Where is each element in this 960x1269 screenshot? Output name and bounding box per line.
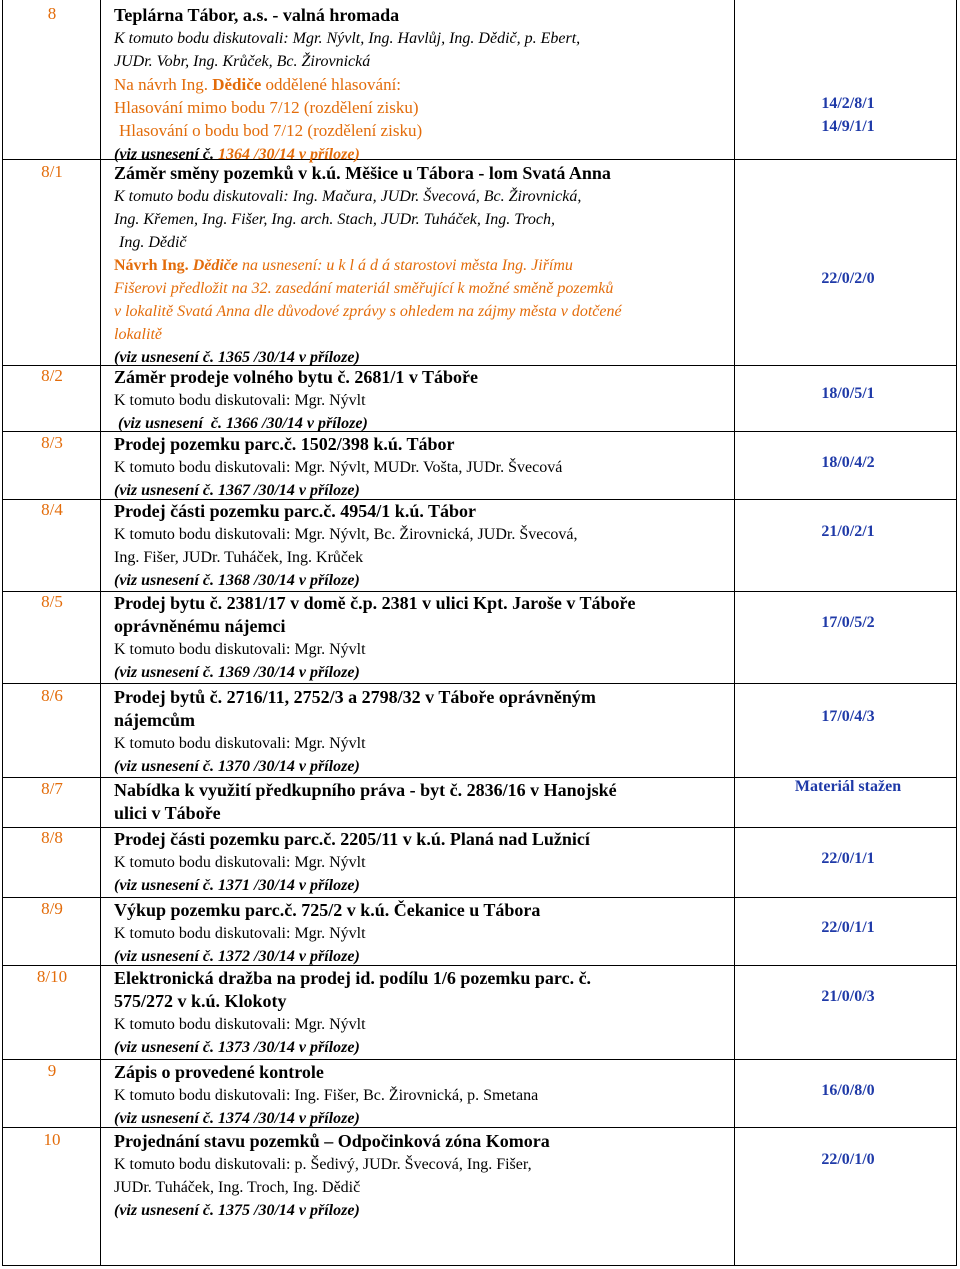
vote-result [738, 92, 958, 138]
item-body [114, 899, 734, 968]
motion-text: lokalitě [114, 326, 162, 343]
discussion-text: K tomuto bodu diskutovali: Mgr. Nývlt [114, 735, 366, 752]
item-body [114, 500, 734, 592]
motion-rest: oddělené hlasování: [261, 75, 402, 94]
item-title: Prodej pozemku parc.č. 1502/398 k.ú. Tábor [114, 434, 455, 454]
motion-text: v lokalitě Svatá Anna dle důvodové zprávy s ohledem na zájmy města v dotčené [114, 303, 622, 320]
item-body [114, 1061, 734, 1130]
item-title: Elektronická dražba na prodej id. podílu 1/6 pozemku parc. č. [114, 968, 592, 988]
item-number: 10 [43, 1130, 61, 1149]
discussion-text: JUDr. Vobr, Ing. Krůček, Bc. Žirovnická [114, 53, 371, 70]
item-body [114, 779, 734, 825]
item-body [114, 686, 734, 778]
table-row [2, 592, 957, 684]
item-body [114, 967, 734, 1059]
table-row [2, 828, 957, 898]
vote-result: Materiál stažen [794, 778, 902, 795]
item-title: Teplárna Tábor, a.s. - valná hromada [114, 5, 400, 25]
item-body [114, 366, 734, 435]
item-number: 8/1 [41, 162, 63, 181]
vote-result: 16/0/8/0 [821, 1082, 875, 1099]
item-title: Prodej bytů č. 2716/11, 2752/3 a 2798/32 v Táboře oprávněným [114, 687, 596, 707]
discussion-text: K tomuto bodu diskutovali: Ing. Fišer, Bc. Žirovnická, p. Smetana [114, 1087, 539, 1104]
item-body [114, 828, 734, 897]
resolution-ref: (viz usnesení č. 1370 /30/14 v příloze) [114, 758, 360, 775]
table-row [2, 366, 957, 432]
resolution-ref: (viz usnesení č. 1366 /30/14 v příloze) [114, 415, 368, 432]
table-row [2, 1060, 957, 1128]
item-number: 8/10 [36, 967, 68, 986]
resolution-ref: (viz usnesení č. 1368 /30/14 v příloze) [114, 572, 360, 589]
discussion-text: K tomuto bodu diskutovali: Mgr. Nývlt, Ing. Havlůj, Ing. Dědič, p. Ebert, [114, 30, 581, 47]
item-body [114, 162, 734, 369]
discussion-text: K tomuto bodu diskutovali: Ing. Mačura, JUDr. Švecová, Bc. Žirovnická, [114, 188, 582, 205]
vote-result: 17/0/5/2 [821, 614, 875, 631]
table-row [2, 0, 957, 163]
item-title: oprávněnému nájemci [114, 616, 286, 636]
vote-result: 22/0/2/0 [821, 270, 875, 287]
item-title: ulici v Táboře [114, 803, 221, 823]
resolution-ref: (viz usnesení č. 1373 /30/14 v příloze) [114, 1039, 360, 1056]
table-row [2, 966, 957, 1060]
resolution-ref: (viz usnesení č. 1371 /30/14 v příloze) [114, 877, 360, 894]
item-title: Prodej bytu č. 2381/17 v domě č.p. 2381 v ulici Kpt. Jaroše v Táboře [114, 593, 636, 613]
item-title: Záměr směny pozemků v k.ú. Měšice u Tábora - lom Svatá Anna [114, 163, 611, 183]
discussion-text: Ing. Křemen, Ing. Fišer, Ing. arch. Stach, JUDr. Tuháček, Ing. Troch, [114, 211, 555, 228]
resolution-ref: (viz usnesení č. 1365 /30/14 v příloze) [114, 349, 360, 366]
item-title: Nabídka k využití předkupního práva - byt č. 2836/16 v Hanojské [114, 780, 617, 800]
item-body [114, 4, 734, 165]
table-row [2, 1128, 957, 1266]
item-number: 8/6 [41, 686, 63, 705]
vote-subject: Hlasování mimo bodu 7/12 (rozdělení zisku) [114, 98, 419, 117]
vote-result-2: 14/9/1/1 [821, 118, 875, 135]
vote-subject: Hlasování o bodu bod 7/12 (rozdělení zisku) [119, 121, 423, 140]
item-title: Záměr prodeje volného bytu č. 2681/1 v Táboře [114, 367, 478, 387]
motion-text: Fišerovi předložit na 32. zasedání materiál směřující k možné směně pozemků [114, 280, 614, 297]
vote-result: 22/0/1/1 [821, 919, 875, 936]
item-number: 8/5 [41, 592, 63, 611]
item-body [114, 1130, 734, 1222]
item-number: 8/3 [41, 433, 63, 452]
table-row [2, 432, 957, 500]
table-row [2, 684, 957, 778]
motion-rest: na usnesení: u k l á d á starostovi města Ing. Jiřímu [238, 257, 573, 274]
resolution-ref: (viz usnesení č. 1367 /30/14 v příloze) [114, 482, 360, 499]
discussion-text: K tomuto bodu diskutovali: Mgr. Nývlt [114, 925, 366, 942]
vote-result: 22/0/1/0 [821, 1151, 875, 1168]
item-number: 8/2 [41, 366, 63, 385]
vote-result: 21/0/2/1 [821, 523, 875, 540]
item-body [114, 433, 734, 502]
motion-text [114, 73, 734, 96]
discussion-text: Ing. Fišer, JUDr. Tuháček, Ing. Krůček [114, 549, 364, 566]
item-title: Zápis o provedené kontrole [114, 1062, 324, 1082]
discussion-text: K tomuto bodu diskutovali: Mgr. Nývlt [114, 392, 366, 409]
motion-name: Dědiče [212, 75, 262, 94]
item-number: 8/8 [41, 828, 63, 847]
discussion-names: K tomuto bodu diskutovali: Mgr. Nývlt, MUDr. Vošta, JUDr. Švecová [114, 459, 563, 476]
ref-number: 1364 /30/14 v příloze) [218, 146, 360, 163]
item-title: Výkup pozemku parc.č. 725/2 v k.ú. Čekanice u Tábora [114, 900, 541, 920]
discussion-text: K tomuto bodu diskutovali: Mgr. Nývlt, Bc. Žirovnická, JUDr. Švecová, [114, 526, 578, 543]
motion-name: Dědiče [192, 257, 238, 274]
motion-prefix: Na návrh Ing. [114, 75, 213, 94]
item-title: Prodej části pozemku parc.č. 2205/11 v k.ú. Planá nad Lužnicí [114, 829, 590, 849]
vote-result: 22/0/1/1 [821, 850, 875, 867]
item-number: 8/9 [41, 899, 63, 918]
resolution-ref: (viz usnesení č. 1369 /30/14 v příloze) [114, 664, 360, 681]
resolution-ref: (viz usnesení č. 1375 /30/14 v příloze) [114, 1202, 360, 1219]
ref-prefix: (viz usnesení č. [114, 146, 218, 163]
table-row [2, 778, 957, 828]
item-title: Projednání stavu pozemků – Odpočinková zóna Komora [114, 1131, 550, 1151]
item-number: 8 [47, 4, 57, 23]
discussion-text: Ing. Dědič [119, 234, 187, 251]
item-number: 9 [47, 1061, 57, 1080]
resolution-ref: (viz usnesení č. 1372 /30/14 v příloze) [114, 948, 360, 965]
vote-result: 17/0/4/3 [821, 708, 875, 725]
table-row [2, 898, 957, 966]
vote-result-1: 14/2/8/1 [821, 95, 875, 112]
discussion-text [114, 456, 734, 479]
discussion-text: JUDr. Tuháček, Ing. Troch, Ing. Dědič [114, 1179, 361, 1196]
table-row [2, 160, 957, 366]
item-body [114, 592, 734, 684]
vote-result: 21/0/0/3 [821, 988, 875, 1005]
discussion-text: K tomuto bodu diskutovali: p. Šedivý, JUDr. Švecová, Ing. Fišer, [114, 1156, 532, 1173]
item-title: 575/272 v k.ú. Klokoty [114, 991, 287, 1011]
motion-text [114, 254, 734, 277]
vote-result: 18/0/5/1 [821, 385, 875, 402]
motion-prefix: Návrh Ing. [114, 257, 193, 274]
item-title: Prodej části pozemku parc.č. 4954/1 k.ú. Tábor [114, 501, 477, 521]
item-number: 8/4 [41, 500, 63, 519]
discussion-text: K tomuto bodu diskutovali: Mgr. Nývlt [114, 854, 366, 871]
item-title: nájemcům [114, 710, 195, 730]
table-row [2, 500, 957, 592]
item-number: 8/7 [41, 779, 63, 798]
resolution-ref: (viz usnesení č. 1374 /30/14 v příloze) [114, 1110, 360, 1127]
discussion-text: K tomuto bodu diskutovali: Mgr. Nývlt [114, 641, 366, 658]
vote-result: 18/0/4/2 [821, 454, 875, 471]
discussion-text: K tomuto bodu diskutovali: Mgr. Nývlt [114, 1016, 366, 1033]
